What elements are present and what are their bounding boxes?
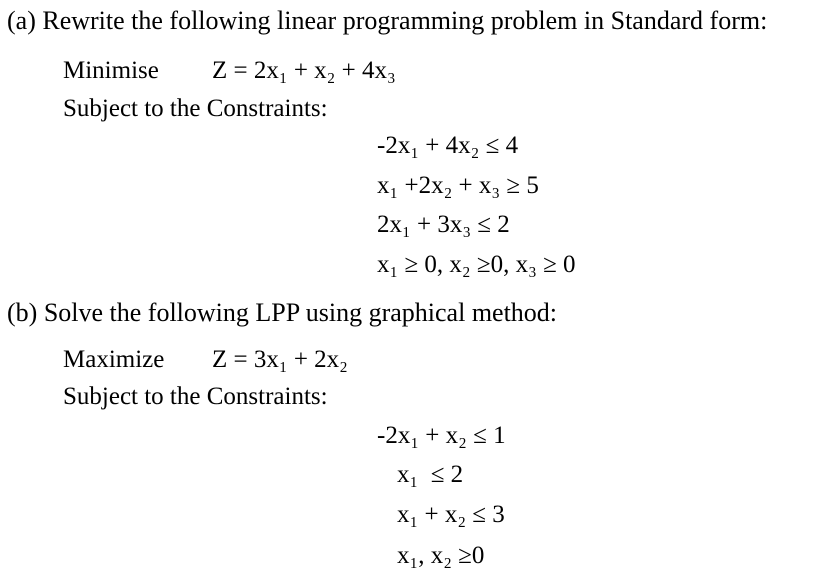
part-b-constraint-2: x₁ ≤ 2 — [397, 461, 464, 488]
part-b-constraint-3: x₁ + x₂ ≤ 3 — [397, 501, 505, 528]
part-b-objective-label: Maximize — [63, 346, 165, 373]
part-b-constraint-1: -2x₁ + x₂ ≤ 1 — [377, 422, 506, 449]
part-b-objective-expr: Z = 3x₁ + 2x₂ — [212, 346, 348, 373]
part-a-constraint-3: 2x₁ + 3x₃ ≤ 2 — [377, 211, 510, 238]
part-b-constraint-4: x₁, x₂ ≥0 — [397, 542, 485, 569]
part-a-heading: (a) Rewrite the following linear programming problem in Standard form: — [7, 6, 768, 35]
part-a-objective-label: Minimise — [63, 57, 159, 84]
part-b-subject-label: Subject to the Constraints: — [63, 383, 328, 410]
part-a-constraint-4: x₁ ≥ 0, x₂ ≥0, x₃ ≥ 0 — [377, 251, 576, 278]
part-a-constraint-1: -2x₁ + 4x₂ ≤ 4 — [377, 132, 519, 159]
part-b-heading: (b) Solve the following LPP using graphical method: — [7, 298, 558, 327]
part-a-constraint-2: x₁ +2x₂ + x₃ ≥ 5 — [377, 172, 539, 199]
part-a-objective-expr: Z = 2x₁ + x₂ + 4x₃ — [212, 57, 396, 84]
part-a-subject-label: Subject to the Constraints: — [63, 95, 328, 122]
